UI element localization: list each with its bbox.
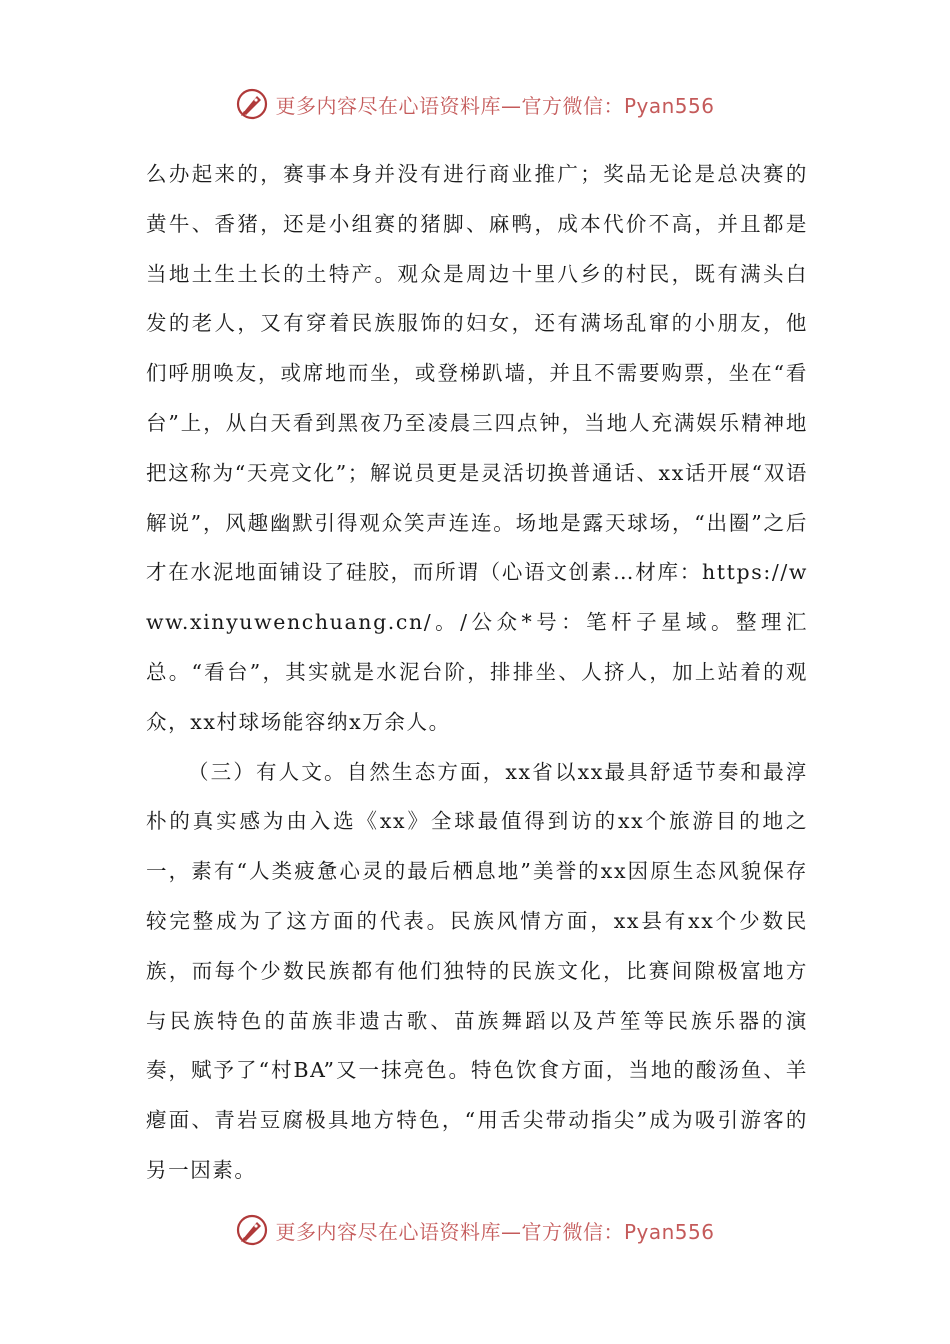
pen-nib-logo-icon	[235, 1213, 269, 1247]
footer-banner	[0, 1210, 950, 1250]
body-paragraph-2: （三）有人文。自然生态方面，xx省以xx最具舒适节奏和最淳朴的真实感为由入选《xx》全球最值得到访的xx个旅游目的地之一，素有“人类疲惫心灵的最后栖息地”美誉的xx因原生态风貌保存较完整成为了这方面的代表。民族风情方面，xx县有xx个少数民族，而每个少数民族都有他们独特的民族文化，比赛间隙极富地方与民族特色的苗族非遗古歌、苗族舞蹈以及芦笙等民族乐器的演奏，赋予了“村BA”又一抹亮色。特色饮食方面，当地的酸汤鱼、羊瘪面、青岩豆腐极具地方特色，“用舌尖带动指尖”成为吸引游客的另一因素。	[146, 759, 808, 1182]
header-banner-text: 更多内容尽在心语资料库—官方微信：Pyan556	[275, 93, 715, 118]
footer-banner-text: 更多内容尽在心语资料库—官方微信：Pyan556	[275, 1219, 715, 1244]
body-paragraph-1: 么办起来的，赛事本身并没有进行商业推广；奖品无论是总决赛的黄牛、香猪，还是小组赛的猪脚、麻鸭，成本代价不高，并且都是当地土生土长的土特产。观众是周边十里八乡的村民，既有满头白发的老人，又有穿着民族服饰的妇女，还有满场乱窜的小朋友，他们呼朋唤友，或席地而坐，或登梯趴墙，并且不需要购票，坐在“看台”上，从白天看到黑夜乃至凌晨三四点钟，当地人充满娱乐精神地把这称为“天亮文化”；解说员更是灵活切换普通话、xx话开展“双语解说”，风趣幽默引得观众笑声连连。场地是露天球场，“出圈”之后才在水泥地面铺设了硅胶，而所谓（心语文创素…材库：https://www.xinyuwenchuang.cn/。/公众*号：笔杆子星域。整理汇总。“看台”，其实就是水泥台阶，排排坐、人挤人，加上站着的观众，xx村球场能容纳x万余人。	[146, 162, 808, 734]
document-body	[146, 150, 808, 1196]
pen-nib-logo-icon	[235, 87, 269, 121]
header-banner	[0, 84, 950, 124]
